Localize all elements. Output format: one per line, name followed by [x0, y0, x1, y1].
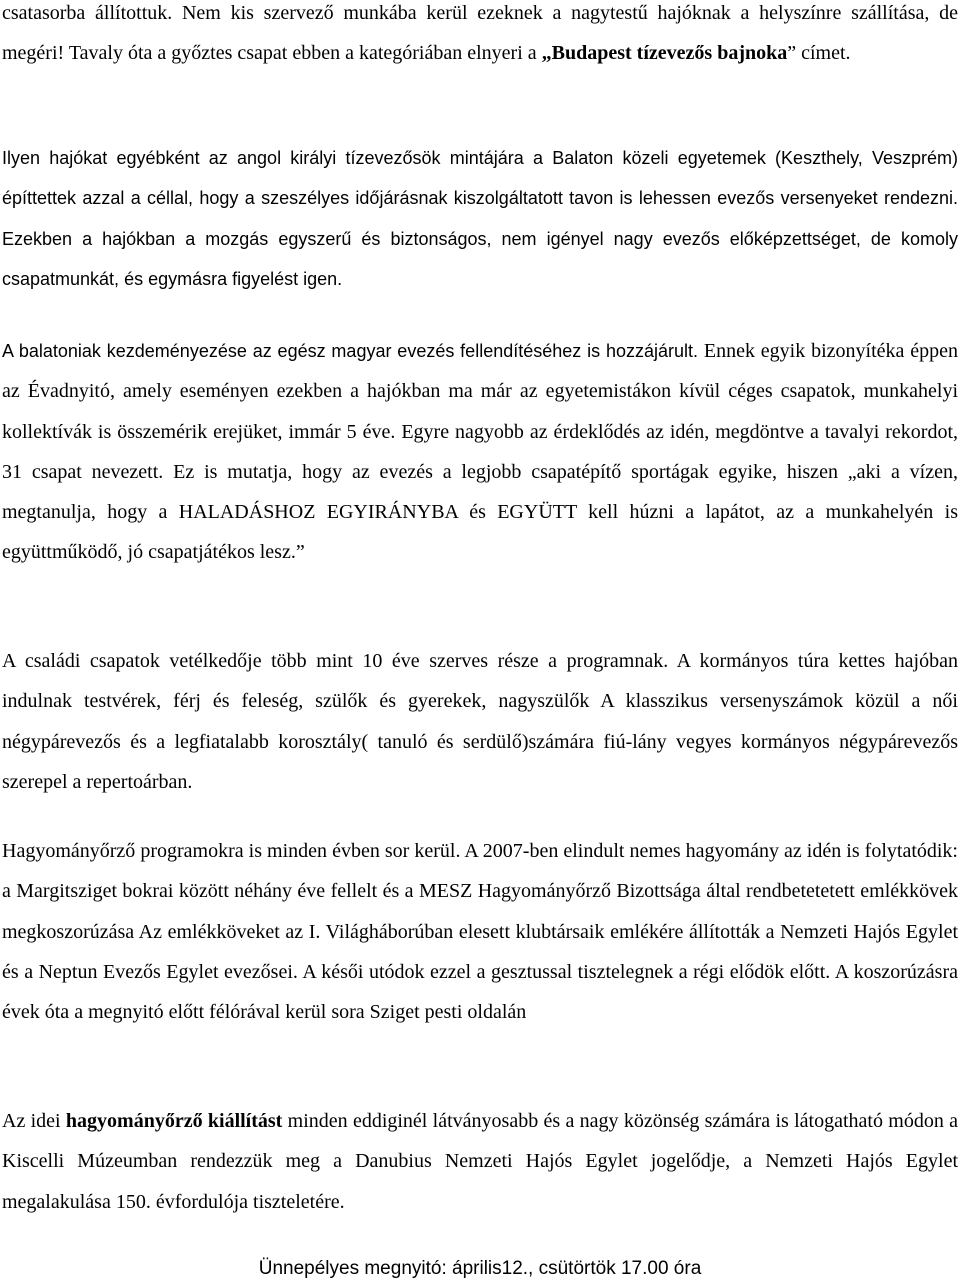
paragraph-3	[2, 331, 958, 573]
paragraph-3-lead: A balatoniak kezdeményezése az egész magyar evezés fellendítéséhez is hozzájárult.	[2, 341, 699, 361]
paragraph-5-text: Hagyományőrző programokra is minden évben sor kerül. A 2007-ben elindult nemes hagyomány az idén is folytatódik: a Margitsziget bokrai között néhány éve fellelt és a MESZ Hagyományőrző Bizottsága által rendbetetetett emlékkövek megkoszorúzása Az emlékköveket az I. Világháborúban elesett klubtársaik emlékére állították a Nemzeti Hajós Egylet és a Neptun Evezős Egylet evezősei. A késői utódok ezzel a gesztussal tisztelegnek a régi elődök előtt. A koszorúzásra évek óta a megnyitó előtt félórával kerül sora Sziget pesti oldalán	[2, 840, 958, 1024]
paragraph-1-text-end: ” címet.	[787, 42, 851, 65]
paragraph-6	[2, 1101, 958, 1222]
paragraph-6-text: Az idei	[2, 1110, 66, 1132]
paragraph-3-rest: Ennek egyik bizonyítéka éppen az Évadnyitó, amely eseményen ezekben a hajókban ma már az egyetemistákon kívül céges csapatok, munkahelyi kollektívák is összemérik erejüket, immár 5 éve. Egyre nagyobb az érdeklődés az idén, megdöntve a tavalyi rekordot, 31 csapat nevezett. Ez is mutatja, hogy az evezés a legjobb csapatépítő sportágak egyike, hiszen „aki a vízen, megtanulja, hogy a HALADÁSHOZ EGYIRÁNYBA és EGYÜTT kell húzni a lapátot, az a munkahelyén is együttműködő, jó csapatjátékos lesz.”	[2, 340, 958, 564]
paragraph-4-text: A családi csapatok vetélkedője több mint 10 éve szerves része a programnak. A kormányos túra kettes hajóban indulnak testvérek, férj és feleség, szülők és gyerekek, nagyszülők A klasszikus versenyszámok közül a női négypárevezős és a legfiatalabb korosztály( tanuló és serdülő)számára fiú-lány vegyes kormányos négypárevezős szerepel a repertoárban.	[2, 650, 958, 793]
paragraph-2	[2, 138, 958, 299]
paragraph-2-lead: Ilyen hajókat egyébként az angol királyi tízevezősök mintájára a Balaton közeli egyetemek (Keszthely, Veszprém) építtettek azzal a céllal, hogy a szeszélyes időjárásnak kiszolgáltatott tavon is lehessen evezős versenyeket rendezni.	[2, 148, 958, 209]
paragraph-1-text: csatasorba állítottuk. Nem kis szervező munkába kerül ezeknek a nagytestű hajóknak a helyszínre szállítása, de megéri! Tavaly óta a győztes csapat ebben a kategóriában elnyeri a	[2, 2, 958, 65]
paragraph-2-rest: Ezekben a hajókban a mozgás egyszerű és biztonságos, nem igényel nagy evezős előképzettséget, de komoly csapatmunkát, és egymásra figyelést igen.	[2, 228, 958, 289]
paragraph-5	[2, 831, 958, 1032]
paragraph-4	[2, 641, 958, 802]
opening-ceremony-line: Ünnepélyes megnyitó: április12., csütörtök 17.00 óra	[258, 1258, 702, 1279]
paragraph-6-text-end: minden eddiginél látványosabb és a nagy közönség számára is látogatható módon a Kiscelli Múzeumban rendezzük meg a Danubius Nemzeti Hajós Egylet jogelődje, a Nemzeti Hajós Egylet megalakulása 150. évfordulója tiszteletére.	[2, 1110, 958, 1213]
paragraph-6-bold-phrase: hagyományőrző kiállítást	[65, 1110, 283, 1132]
paragraph-1-bold-title: „Budapest tízevezős bajnoka	[541, 42, 788, 65]
paragraph-1	[2, 0, 958, 74]
